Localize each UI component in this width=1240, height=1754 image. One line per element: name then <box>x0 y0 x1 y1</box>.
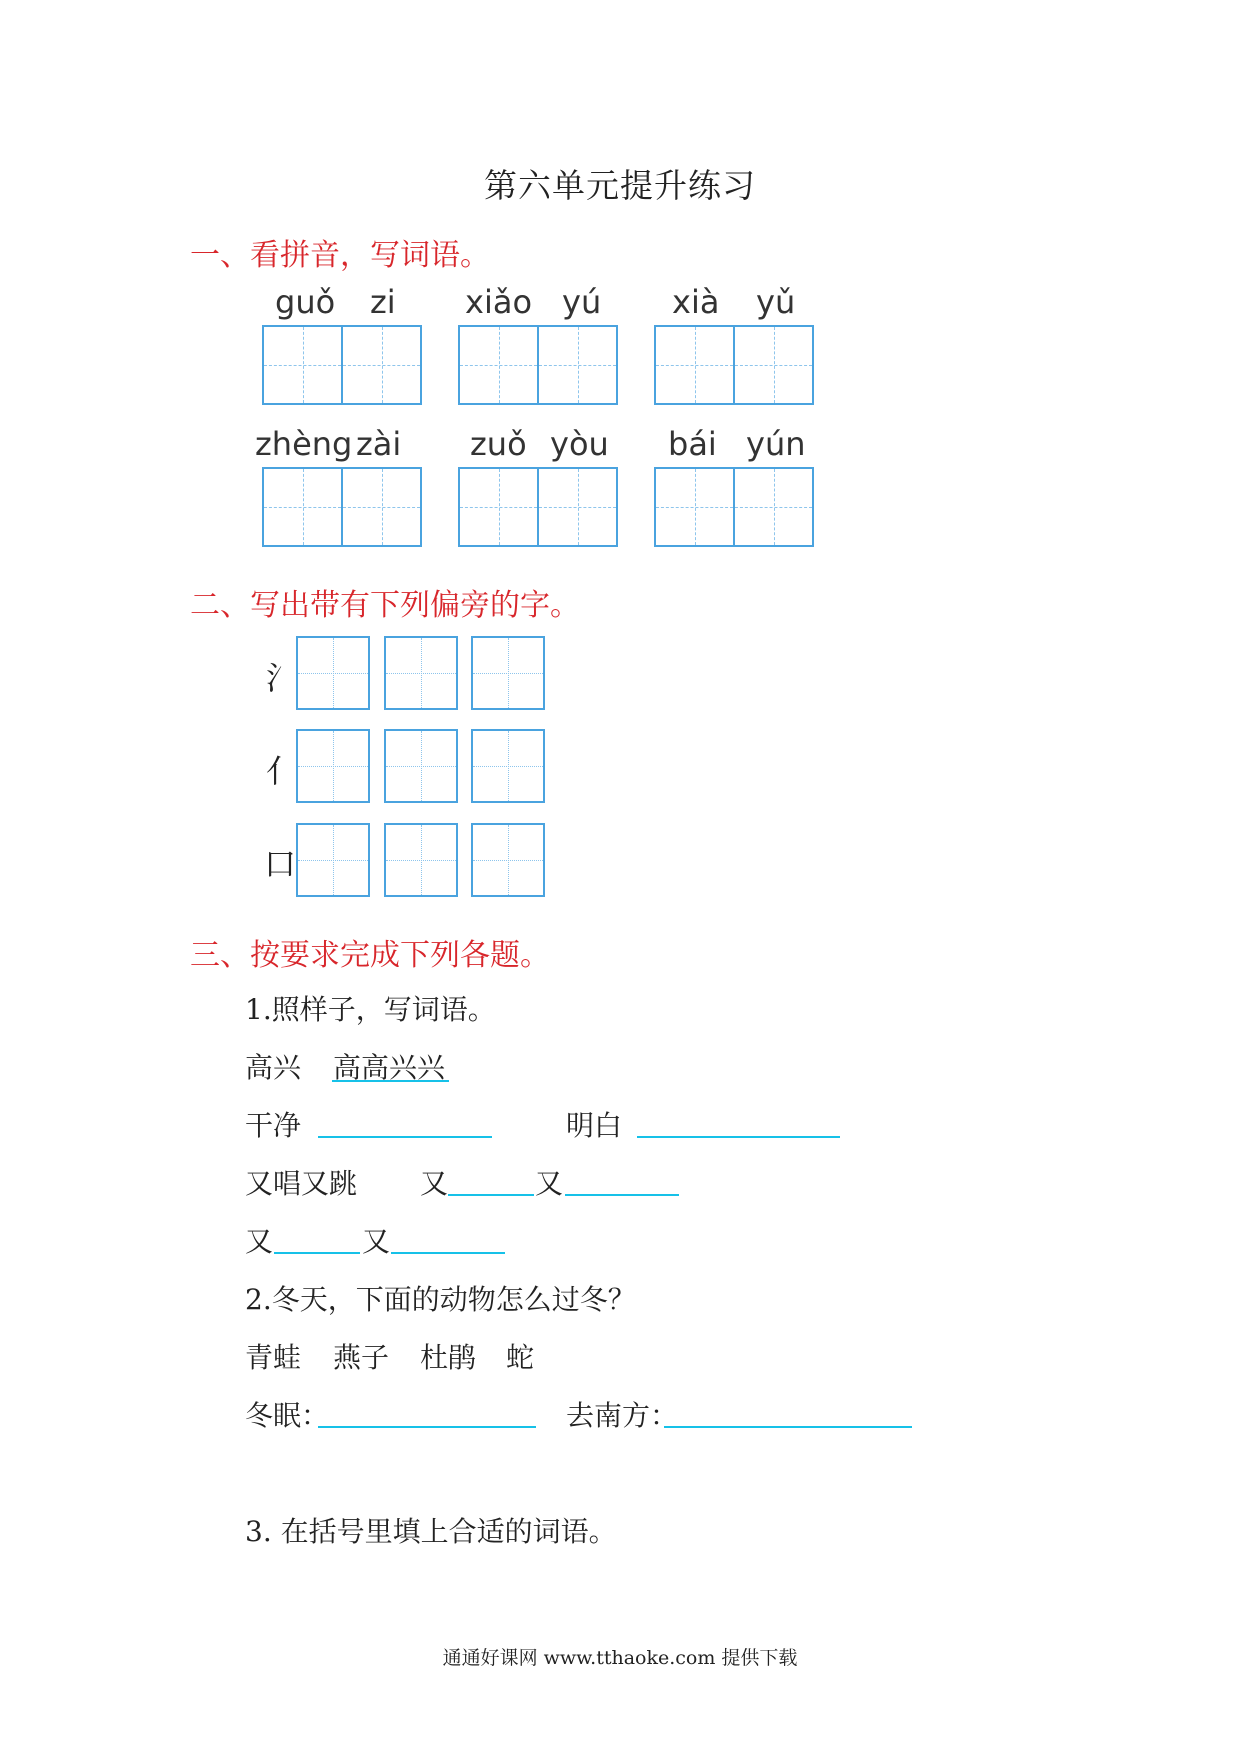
you-char: 又 <box>535 1167 564 1200</box>
animal: 蛇 <box>506 1341 535 1374</box>
write-box-pair[interactable] <box>458 325 618 405</box>
char-box[interactable] <box>384 729 458 803</box>
pinyin-5-1: zuǒ <box>470 425 527 463</box>
answer-line[interactable] <box>448 1194 534 1196</box>
south-label: 去南方： <box>566 1399 679 1432</box>
word-mingbai: 明白 <box>566 1109 623 1142</box>
page-title: 第六单元提升练习 <box>484 166 756 205</box>
pinyin-4-1: zhèng <box>255 425 353 463</box>
section3-heading: 三、按要求完成下列各题。 <box>190 938 550 973</box>
section2-heading: 二、写出带有下列偏旁的字。 <box>190 588 580 623</box>
answer-line[interactable] <box>318 1426 536 1428</box>
example-word: 高兴 <box>245 1051 302 1084</box>
char-box[interactable] <box>384 823 458 897</box>
write-box[interactable] <box>733 325 814 405</box>
pinyin-3-2: yǔ <box>756 283 796 321</box>
you-char: 又 <box>420 1167 449 1200</box>
answer-line[interactable] <box>637 1136 840 1138</box>
char-box[interactable] <box>471 729 545 803</box>
radical-person: 亻 <box>266 752 299 790</box>
example-answer: 高高兴兴 <box>333 1051 446 1084</box>
animal: 燕子 <box>333 1341 390 1374</box>
animal: 青蛙 <box>245 1341 302 1374</box>
you-char: 又 <box>362 1225 391 1258</box>
write-box[interactable] <box>654 467 735 547</box>
pinyin-3-1: xià <box>672 283 720 321</box>
answer-line[interactable] <box>391 1252 505 1254</box>
q1-label: 1.照样子，写词语。 <box>245 993 496 1026</box>
answer-line[interactable] <box>664 1426 912 1428</box>
char-box[interactable] <box>384 636 458 710</box>
footer-text: 通通好课网 www.tthaoke.com 提供下载 <box>442 1647 798 1669</box>
animal: 杜鹃 <box>420 1341 477 1374</box>
char-box[interactable] <box>296 823 370 897</box>
pinyin-1-2: zi <box>370 283 396 321</box>
word-ganjing: 干净 <box>245 1109 302 1142</box>
write-box-pair[interactable] <box>654 325 814 405</box>
radical-water: 氵 <box>266 659 299 697</box>
answer-line[interactable] <box>274 1252 360 1254</box>
pinyin-5-2: yòu <box>550 425 609 463</box>
pattern-example: 又唱又跳 <box>245 1167 358 1200</box>
pinyin-6-2: yún <box>746 425 806 463</box>
write-box[interactable] <box>654 325 735 405</box>
q3-label: 3. 在括号里填上合适的词语。 <box>245 1515 617 1548</box>
pinyin-6-1: bái <box>668 425 717 463</box>
pinyin-2-2: yú <box>562 283 602 321</box>
q2-label: 2.冬天，下面的动物怎么过冬？ <box>245 1283 636 1316</box>
write-box[interactable] <box>458 467 539 547</box>
char-box[interactable] <box>471 636 545 710</box>
pinyin-1-1: guǒ <box>275 283 336 321</box>
write-box[interactable] <box>262 325 343 405</box>
write-box-pair[interactable] <box>262 467 422 547</box>
you-char: 又 <box>245 1225 274 1258</box>
write-box-pair[interactable] <box>654 467 814 547</box>
char-box[interactable] <box>296 729 370 803</box>
example-underline <box>332 1080 449 1082</box>
char-box[interactable] <box>471 823 545 897</box>
write-box-pair[interactable] <box>262 325 422 405</box>
write-box[interactable] <box>537 325 618 405</box>
char-box[interactable] <box>296 636 370 710</box>
write-box[interactable] <box>262 467 343 547</box>
answer-line[interactable] <box>318 1136 492 1138</box>
pinyin-4-2: zài <box>356 425 402 463</box>
write-box[interactable] <box>341 325 422 405</box>
write-box[interactable] <box>733 467 814 547</box>
write-box[interactable] <box>341 467 422 547</box>
answer-line[interactable] <box>565 1194 679 1196</box>
section1-heading: 一、看拼音，写词语。 <box>190 238 490 273</box>
hibernate-label: 冬眠： <box>245 1399 330 1432</box>
write-box[interactable] <box>537 467 618 547</box>
write-box[interactable] <box>458 325 539 405</box>
write-box-pair[interactable] <box>458 467 618 547</box>
radical-mouth: 口 <box>264 845 297 883</box>
pinyin-2-1: xiǎo <box>465 283 533 321</box>
